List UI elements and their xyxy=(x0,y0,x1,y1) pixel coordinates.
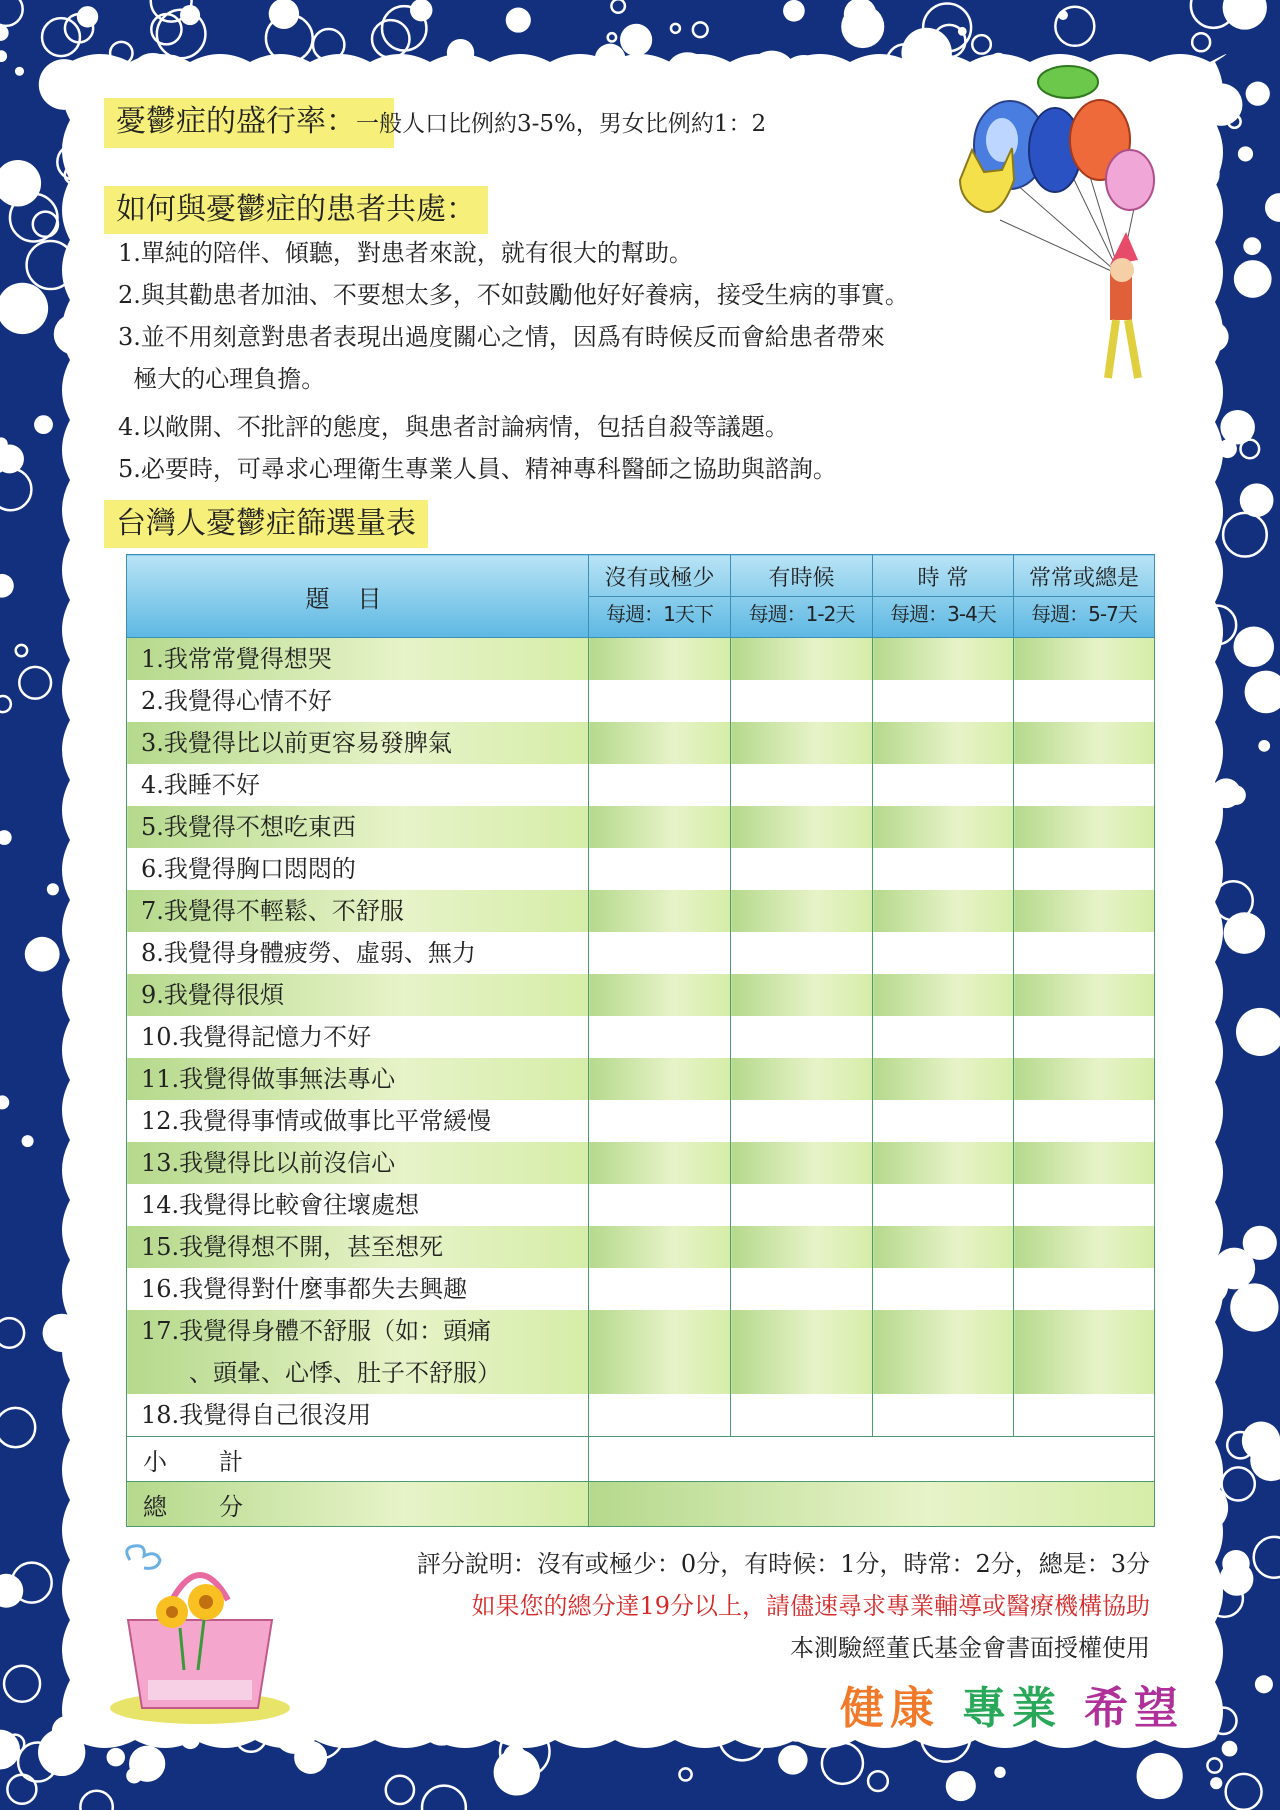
question-label: 17.我覺得身體不舒服（如：頭痛 xyxy=(141,1317,492,1345)
question-text xyxy=(127,722,589,764)
total-text: 總分 xyxy=(143,1492,295,1521)
answer-cell[interactable] xyxy=(589,848,731,890)
col-header-4 xyxy=(1014,555,1155,638)
answer-cell[interactable] xyxy=(731,1268,873,1310)
table-row xyxy=(127,638,1155,681)
answer-cell[interactable] xyxy=(873,1184,1014,1226)
answer-cell[interactable] xyxy=(873,722,1014,764)
question-text xyxy=(127,1016,589,1058)
col-header-3-label: 時 常 xyxy=(873,562,1013,597)
answer-cell[interactable] xyxy=(731,1310,873,1394)
answer-cell[interactable] xyxy=(1014,1268,1155,1310)
table-row xyxy=(127,764,1155,806)
total-label xyxy=(127,1482,589,1527)
answer-cell[interactable] xyxy=(1014,764,1155,806)
answer-cell[interactable] xyxy=(1014,1142,1155,1184)
scoring-note: 評分說明：沒有或極少：0分，有時候：1分，時常：2分，總是：3分 xyxy=(416,1550,1150,1578)
question-label: 10.我覺得記憶力不好 xyxy=(141,1023,372,1051)
prevalence-heading: 憂鬱症的盛行率： xyxy=(116,104,356,139)
answer-cell[interactable] xyxy=(731,680,873,722)
question-text xyxy=(127,890,589,932)
table-row xyxy=(127,974,1155,1016)
coping-item-3: 3.並不用刻意對患者表現出過度關心之情，因爲有時候反而會給患者帶來 xyxy=(118,323,885,351)
answer-cell[interactable] xyxy=(1014,890,1155,932)
table-row xyxy=(127,932,1155,974)
question-text xyxy=(127,848,589,890)
question-label: 12.我覺得事情或做事比平常緩慢 xyxy=(141,1107,492,1135)
col-header-4-label: 常常或總是 xyxy=(1014,562,1154,597)
answer-cell[interactable] xyxy=(731,1184,873,1226)
slogan-health: 健康 xyxy=(840,1683,940,1734)
question-text xyxy=(127,1058,589,1100)
answer-cell[interactable] xyxy=(589,764,731,806)
question-text xyxy=(127,1394,589,1437)
answer-cell[interactable] xyxy=(873,974,1014,1016)
answer-cell[interactable] xyxy=(1014,680,1155,722)
answer-cell[interactable] xyxy=(731,932,873,974)
prevalence-section xyxy=(104,98,778,148)
screening-table xyxy=(126,554,1155,1527)
question-text xyxy=(127,932,589,974)
answer-cell[interactable] xyxy=(1014,1310,1155,1394)
question-header: 題目 xyxy=(127,555,589,638)
answer-cell[interactable] xyxy=(873,932,1014,974)
coping-heading: 如何與憂鬱症的患者共處： xyxy=(104,186,488,234)
question-text xyxy=(127,638,589,681)
question-text xyxy=(127,1268,589,1310)
question-text xyxy=(127,764,589,806)
answer-cell[interactable] xyxy=(873,1394,1014,1437)
question-label: 13.我覺得比以前沒信心 xyxy=(141,1149,396,1177)
table-row xyxy=(127,680,1155,722)
answer-cell[interactable] xyxy=(1014,1226,1155,1268)
prevalence-text: 一般人口比例約3-5%，男女比例約1：2 xyxy=(356,111,767,137)
answer-cell[interactable] xyxy=(873,1310,1014,1394)
table-row xyxy=(127,1100,1155,1142)
answer-cell[interactable] xyxy=(1014,1184,1155,1226)
question-label: 18.我覺得自己很沒用 xyxy=(141,1401,372,1429)
question-text xyxy=(127,806,589,848)
subtotal-text: 小計 xyxy=(143,1447,295,1476)
answer-cell[interactable] xyxy=(1014,848,1155,890)
table-row xyxy=(127,1184,1155,1226)
answer-cell[interactable] xyxy=(731,1394,873,1437)
table-row xyxy=(127,1142,1155,1184)
question-text xyxy=(127,1100,589,1142)
answer-cell[interactable] xyxy=(589,974,731,1016)
coping-item-5: 5.必要時，可尋求心理衛生專業人員、精神專科醫師之協助與諮詢。 xyxy=(118,455,837,483)
slogan-professional: 專業 xyxy=(962,1683,1062,1734)
question-label: 5.我覺得不想吃東西 xyxy=(141,813,356,841)
table-row xyxy=(127,1268,1155,1310)
scale-heading: 台灣人憂鬱症篩選量表 xyxy=(104,500,428,548)
answer-cell[interactable] xyxy=(589,680,731,722)
table-row xyxy=(127,1226,1155,1268)
answer-cell[interactable] xyxy=(731,890,873,932)
col-header-1-freq: 每週：1天下 xyxy=(606,601,713,626)
answer-cell[interactable] xyxy=(873,890,1014,932)
table-row xyxy=(127,1310,1155,1394)
answer-cell[interactable] xyxy=(731,722,873,764)
answer-cell[interactable] xyxy=(731,638,873,681)
answer-cell[interactable] xyxy=(873,638,1014,681)
question-text xyxy=(127,1142,589,1184)
answer-cell[interactable] xyxy=(873,764,1014,806)
answer-cell[interactable] xyxy=(873,848,1014,890)
answer-cell[interactable] xyxy=(589,722,731,764)
answer-cell[interactable] xyxy=(589,1142,731,1184)
answer-cell[interactable] xyxy=(873,1226,1014,1268)
answer-cell[interactable] xyxy=(873,1268,1014,1310)
answer-cell[interactable] xyxy=(589,932,731,974)
answer-cell[interactable] xyxy=(731,848,873,890)
subtotal-cell[interactable] xyxy=(589,1437,1155,1482)
answer-cell[interactable] xyxy=(589,1016,731,1058)
answer-cell[interactable] xyxy=(731,1226,873,1268)
col-header-1-label: 沒有或極少 xyxy=(589,562,730,597)
table-row xyxy=(127,1394,1155,1437)
answer-cell[interactable] xyxy=(731,1142,873,1184)
answer-cell[interactable] xyxy=(731,974,873,1016)
question-label: 16.我覺得對什麼事都失去興趣 xyxy=(141,1275,468,1303)
answer-cell[interactable] xyxy=(731,806,873,848)
question-label: 9.我覺得很煩 xyxy=(141,981,284,1009)
answer-cell[interactable] xyxy=(589,1268,731,1310)
coping-item-1: 1.單純的陪伴、傾聽，對患者來說，就有很大的幫助。 xyxy=(118,239,693,267)
col-header-3-freq: 每週：3-4天 xyxy=(890,601,996,626)
col-header-4-freq: 每週：5-7天 xyxy=(1031,601,1137,626)
col-header-2-label: 有時候 xyxy=(731,562,872,597)
question-label: 7.我覺得不輕鬆、不舒服 xyxy=(141,897,404,925)
answer-cell[interactable] xyxy=(731,1016,873,1058)
question-label: 1.我常常覺得想哭 xyxy=(141,645,332,673)
table-row xyxy=(127,806,1155,848)
answer-cell[interactable] xyxy=(1014,1058,1155,1100)
question-label: 15.我覺得想不開，甚至想死 xyxy=(141,1233,444,1261)
flower-basket-illustration xyxy=(100,1540,300,1730)
answer-cell[interactable] xyxy=(589,1226,731,1268)
answer-cell[interactable] xyxy=(731,1100,873,1142)
answer-cell[interactable] xyxy=(873,680,1014,722)
answer-cell[interactable] xyxy=(1014,806,1155,848)
slogan-hope: 希望 xyxy=(1084,1683,1184,1734)
answer-cell[interactable] xyxy=(589,638,731,681)
coping-item-4: 4.以敞開、不批評的態度，與患者討論病情，包括自殺等議題。 xyxy=(118,413,789,441)
table-row xyxy=(127,890,1155,932)
col-header-1 xyxy=(589,555,731,638)
question-label-cont: 、頭暈、心悸、肚子不舒服） xyxy=(189,1359,501,1387)
authorization-note: 本測驗經董氏基金會書面授權使用 xyxy=(790,1634,1150,1662)
coping-item-3-cont: 極大的心理負擔。 xyxy=(118,365,326,393)
answer-cell[interactable] xyxy=(589,890,731,932)
balloon-illustration xyxy=(940,60,1170,390)
table-row xyxy=(127,722,1155,764)
question-label: 2.我覺得心情不好 xyxy=(141,687,332,715)
question-text xyxy=(127,1226,589,1268)
question-label: 4.我睡不好 xyxy=(141,771,260,799)
question-text xyxy=(127,1310,589,1394)
answer-cell[interactable] xyxy=(589,1100,731,1142)
answer-cell[interactable] xyxy=(1014,722,1155,764)
question-label: 14.我覺得比較會往壞處想 xyxy=(141,1191,420,1219)
answer-cell[interactable] xyxy=(589,1310,731,1394)
answer-cell[interactable] xyxy=(731,764,873,806)
answer-cell[interactable] xyxy=(873,1100,1014,1142)
answer-cell[interactable] xyxy=(873,1016,1014,1058)
question-text xyxy=(127,680,589,722)
total-cell[interactable] xyxy=(589,1482,1155,1527)
answer-cell[interactable] xyxy=(873,1058,1014,1100)
answer-cell[interactable] xyxy=(1014,1394,1155,1437)
warning-note: 如果您的總分達19分以上，請儘速尋求專業輔導或醫療機構協助 xyxy=(471,1592,1150,1620)
answer-cell[interactable] xyxy=(1014,1100,1155,1142)
col-header-2-freq: 每週：1-2天 xyxy=(748,601,855,626)
answer-cell[interactable] xyxy=(873,806,1014,848)
question-label: 3.我覺得比以前更容易發脾氣 xyxy=(141,729,452,757)
answer-cell[interactable] xyxy=(589,1058,731,1100)
question-text xyxy=(127,974,589,1016)
table-row xyxy=(127,1058,1155,1100)
coping-item-2: 2.與其勸患者加油、不要想太多，不如鼓勵他好好養病，接受生病的事實。 xyxy=(118,281,909,309)
question-label: 8.我覺得身體疲勞、虛弱、無力 xyxy=(141,939,476,967)
answer-cell[interactable] xyxy=(873,1142,1014,1184)
table-row xyxy=(127,848,1155,890)
question-label: 6.我覺得胸口悶悶的 xyxy=(141,855,356,883)
answer-cell[interactable] xyxy=(731,1058,873,1100)
question-text xyxy=(127,1184,589,1226)
table-row xyxy=(127,1016,1155,1058)
col-header-2 xyxy=(731,555,873,638)
answer-cell[interactable] xyxy=(589,1184,731,1226)
question-label: 11.我覺得做事無法專心 xyxy=(141,1065,396,1093)
answer-cell[interactable] xyxy=(1014,932,1155,974)
answer-cell[interactable] xyxy=(589,806,731,848)
subtotal-label xyxy=(127,1437,589,1482)
col-header-3 xyxy=(873,555,1014,638)
answer-cell[interactable] xyxy=(1014,638,1155,681)
answer-cell[interactable] xyxy=(589,1394,731,1437)
answer-cell[interactable] xyxy=(1014,974,1155,1016)
answer-cell[interactable] xyxy=(1014,1016,1155,1058)
